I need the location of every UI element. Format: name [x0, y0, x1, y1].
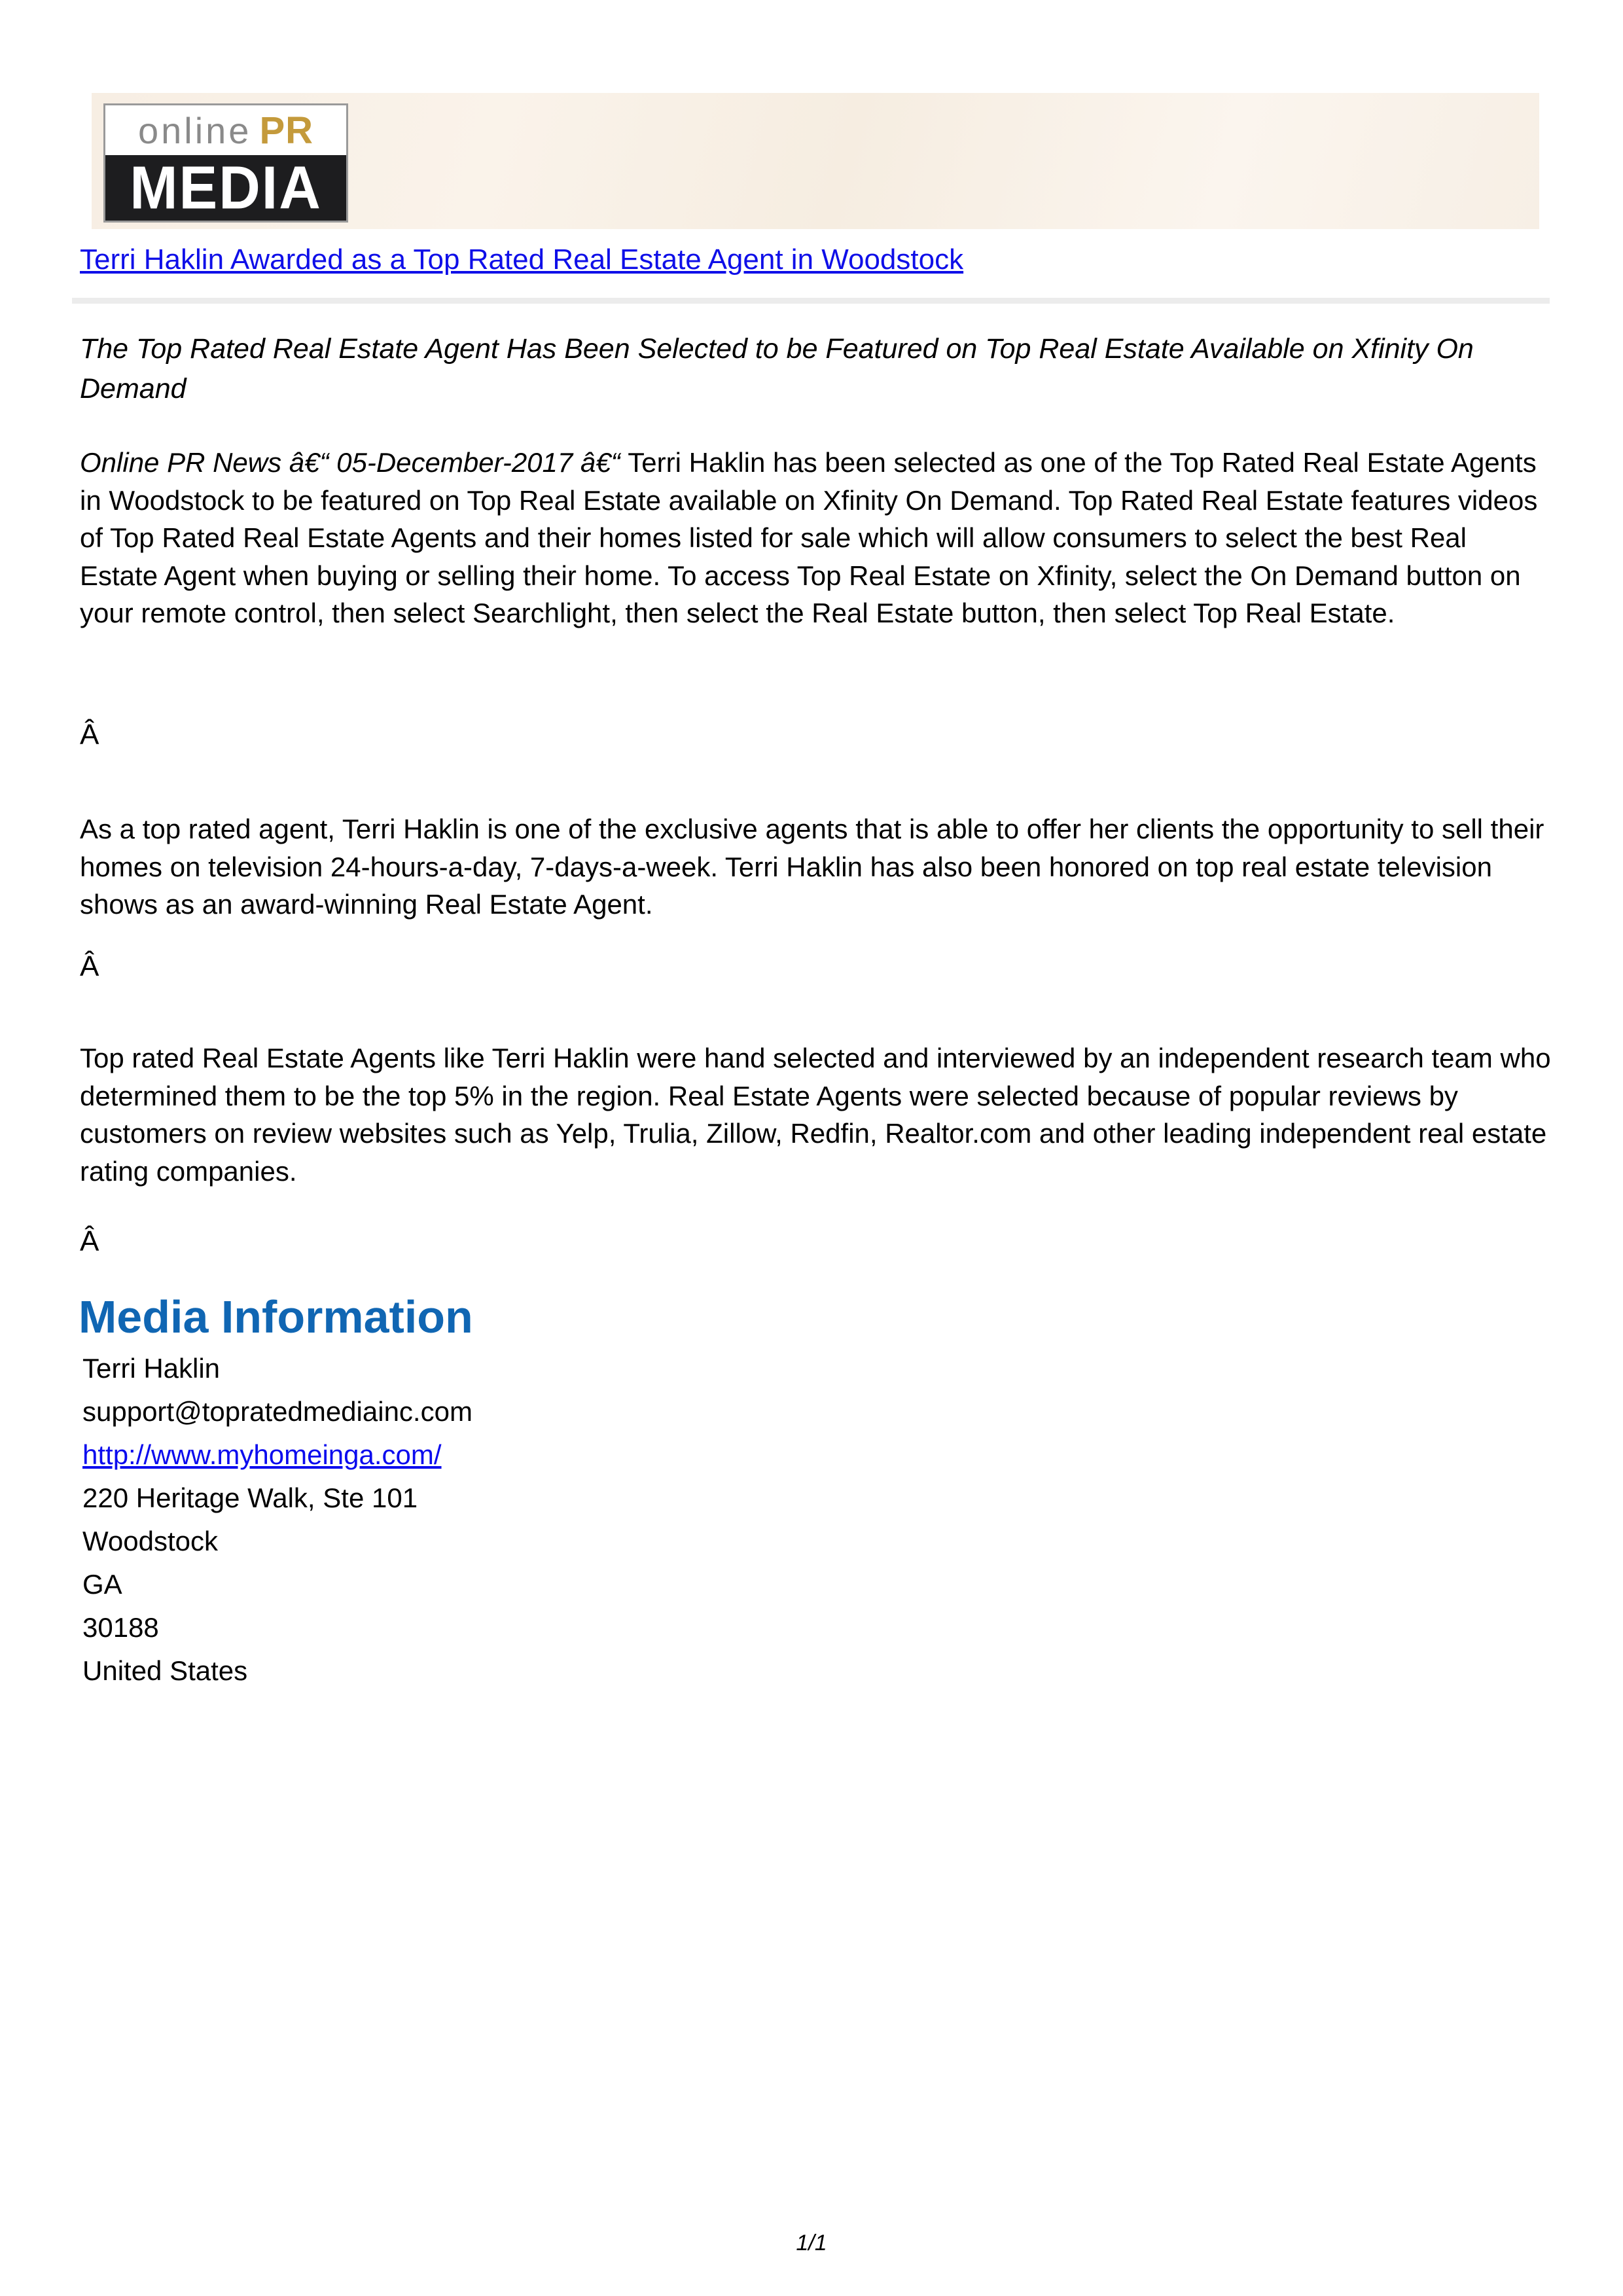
contact-state: GA [82, 1569, 122, 1600]
contact-zip: 30188 [82, 1612, 159, 1643]
contact-name: Terri Haklin [82, 1353, 221, 1384]
page-number: 1/1 [796, 2231, 827, 2255]
logo-word-online: online [137, 109, 252, 151]
contact-block [82, 1347, 473, 1693]
logo-word-media: MEDIA [130, 153, 322, 222]
contact-email: support@topratedmediainc.com [82, 1396, 473, 1427]
release-title-link[interactable]: Terri Haklin Awarded as a Top Rated Real Estate Agent in Woodstock [80, 243, 964, 276]
online-pr-media-logo [103, 103, 348, 223]
article-paragraph-1 [80, 444, 1551, 632]
contact-website-row [82, 1433, 473, 1477]
contact-country: United States [82, 1655, 248, 1686]
logo-bottom-row [105, 155, 346, 221]
media-information-heading: Media Information [79, 1291, 473, 1342]
nbsp-artifact-1: Â [80, 719, 99, 751]
header-divider [72, 298, 1550, 304]
logo-word-pr: PR [259, 109, 314, 152]
header-banner [92, 93, 1539, 229]
article-paragraph-2: As a top rated agent, Terri Haklin is one of the exclusive agents that is able to offer her clients the opportunity to sell their homes on television 24-hours-a-day, 7-days-a-week. Terri Haklin has also been honored on top real estate television shows as an award-winning Real Estate Agent. [80, 814, 1544, 920]
contact-city: Woodstock [82, 1526, 218, 1556]
release-subtitle: The Top Rated Real Estate Agent Has Been Selected to be Featured on Top Real Estate Available on Xfinity On Demand [80, 333, 1474, 404]
contact-website-link[interactable]: http://www.myhomeinga.com/ [82, 1439, 442, 1470]
dateline: Online PR News â€“ 05-December-2017 â€“ [80, 447, 628, 478]
logo-top-row [105, 105, 346, 155]
nbsp-artifact-3: Â [80, 1225, 99, 1257]
paragraph-1-text: Terri Haklin has been selected as one of the Top Rated Real Estate Agents in Woodstock to be featured on Top Real Estate available on Xfinity On Demand. Top Rated Real Estate features videos of Top Rated Real Estate Agents and their homes listed for sale which will allow consumers to select the best Real Estate Agent when buying or selling their home. To access Top Real Estate on Xfinity, select the On Demand button on your remote control, then select Searchlight, then select the Real Estate button, then select Top Real Estate. [80, 447, 1538, 628]
article-paragraph-3: Top rated Real Estate Agents like Terri Haklin were hand selected and interviewed by an independent research team who determined them to be the top 5% in the region. Real Estate Agents were selected because of popular reviews by customers on review websites such as Yelp, Trulia, Zillow, Redfin, Realtor.com and other leading independent real estate rating companies. [80, 1043, 1551, 1187]
contact-address: 220 Heritage Walk, Ste 101 [82, 1482, 418, 1513]
nbsp-artifact-2: Â [80, 950, 99, 982]
